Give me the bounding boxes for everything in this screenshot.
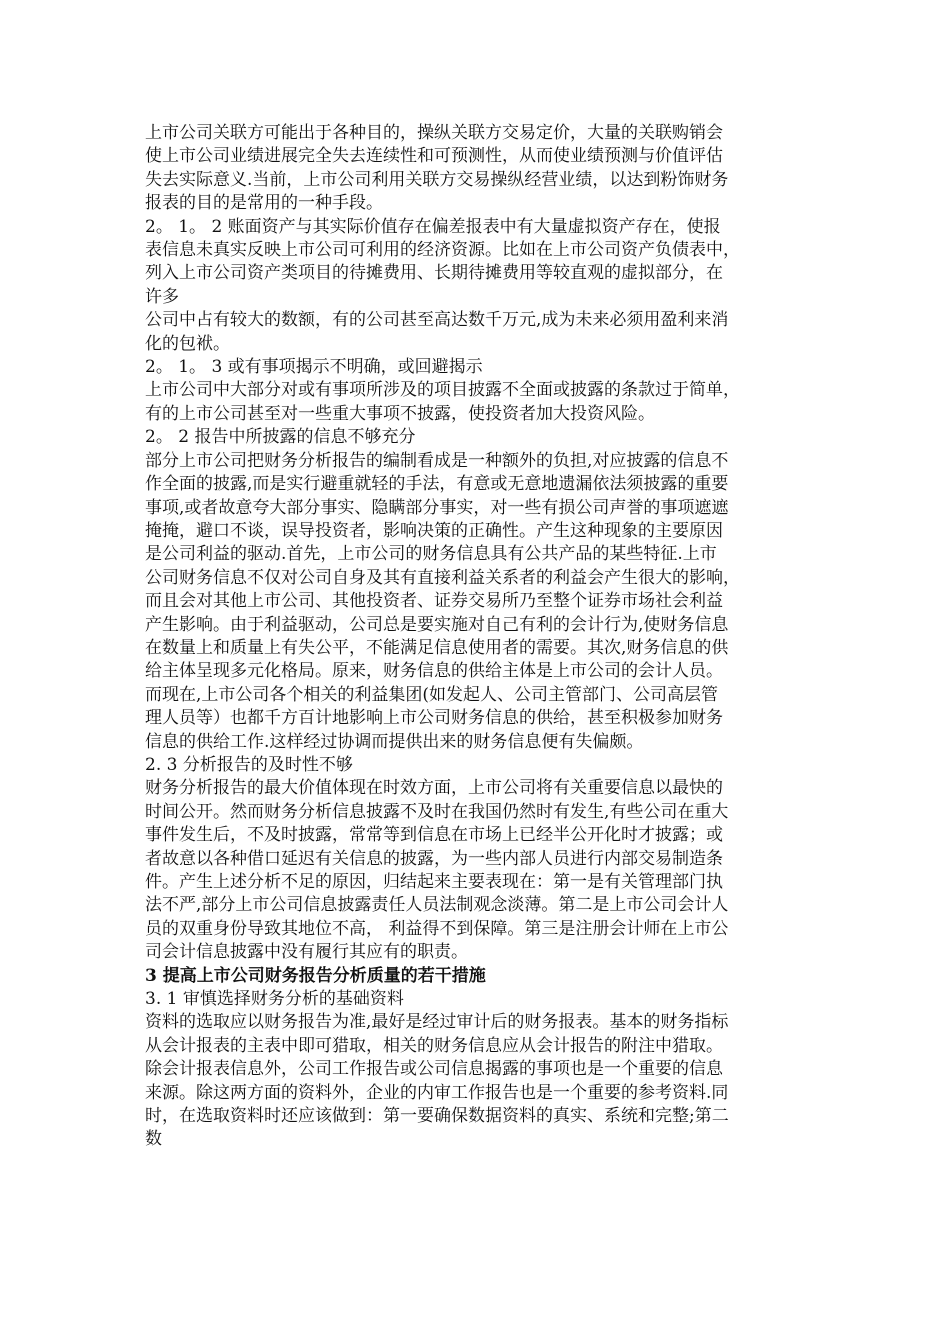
text-line: 事件发生后，不及时披露，常常等到信息在市场上已经半公开化时才披露；或 (145, 825, 723, 846)
text-line: 而现在,上市公司各个相关的利益集团(如发起人、公司主管部门、公司高层管 (145, 684, 719, 705)
text-line: 化的包袱。 (145, 333, 230, 354)
text-line: 2。 1。 2 账面资产与其实际价值存在偏差报表中有大量虚拟资产存在，使报 (145, 216, 721, 237)
text-line: 件。产生上述分析不足的原因，归结起来主要表现在：第一是有关管理部门执 (145, 872, 723, 892)
text-line: 资料的选取应以财务报告为准,最好是经过审计后的财务报表。基本的财务指标 (145, 1012, 729, 1033)
text-line: 给主体呈现多元化格局。原来，财务信息的供给主体是上市公司的会计人员。 (145, 661, 723, 682)
section-heading: 3 提高上市公司财务报告分析质量的若干措施 (145, 965, 486, 986)
text-line: 财务分析报告的最大价值体现在时效方面，上市公司将有关重要信息以最快的 (145, 778, 723, 799)
text-line: 来源。除这两方面的资料外，企业的内审工作报告也是一个重要的参考资料.同 (145, 1082, 729, 1103)
text-line: 事项,或者故意夸大部分事实、隐瞒部分事实，对一些有损公司声誉的事项遮遮 (145, 497, 729, 518)
text-line: 时间公开。然而财务分析信息披露不及时在我国仍然时有发生,有些公司在重大 (145, 801, 729, 822)
text-line: 失去实际意义.当前，上市公司利用关联方交易操纵经营业绩，以达到粉饰财务 (145, 169, 729, 190)
text-line: 表信息未真实反映上市公司可利用的经济资源。比如在上市公司资产负债表中， (145, 240, 740, 261)
text-line: 理人员等）也都千方百计地影响上市公司财务信息的供给，甚至积极参加财务 (145, 708, 723, 729)
text-line: 掩掩，避口不谈，误导投资者，影响决策的正确性。产生这种现象的主要原因 (145, 520, 723, 541)
text-line: 上市公司中大部分对或有事项所涉及的项目披露不全面或披露的条款过于简单， (145, 380, 740, 401)
text-line: 2. 3 分析报告的及时性不够 (145, 754, 353, 775)
text-line: 2。 2 报告中所披露的信息不够充分 (145, 427, 416, 448)
text-line: 者故意以各种借口延迟有关信息的披露，为一些内部人员进行内部交易制造条 (145, 848, 723, 869)
text-line: 3. 1 审慎选择财务分析的基础资料 (145, 989, 404, 1010)
text-line: 员的双重身份导致其地位不高， 利益得不到保障。第三是注册会计师在上市公 (145, 918, 729, 939)
document-page (145, 122, 810, 1152)
text-line: 公司财务信息不仅对公司自身及其有直接利益关系者的利益会产生很大的影响， (145, 567, 740, 588)
text-line: 上市公司关联方可能出于各种目的，操纵关联方交易定价，大量的关联购销会 (145, 123, 723, 143)
text-line: 除会计报表信息外，公司工作报告或公司信息揭露的事项也是一个重要的信息 (145, 1059, 723, 1080)
text-line: 数 (145, 1129, 162, 1150)
text-line: 从会计报表的主表中即可猎取，相关的财务信息应从会计报告的附注中猎取。 (145, 1035, 723, 1056)
text-line: 报表的目的是常用的一种手段。 (145, 193, 383, 214)
text-line: 部分上市公司把财务分析报告的编制看成是一种额外的负担,对应披露的信息不 (145, 450, 729, 471)
text-line: 许多 (145, 286, 179, 307)
text-line: 信息的供给工作.这样经过协调而提供出来的财务信息便有失偏颇。 (145, 731, 644, 752)
text-line: 产生影响。由于利益驱动，公司总是要实施对自己有利的会计行为,使财务信息 (145, 614, 729, 635)
text-line: 是公司利益的驱动.首先，上市公司的财务信息具有公共产品的某些特征.上市 (145, 544, 717, 565)
text-line: 使上市公司业绩进展完全失去连续性和可预测性，从而使业绩预测与价值评估 (145, 146, 723, 167)
text-line: 法不严,部分上市公司信息披露责任人员法制观念淡薄。第二是上市公司会计人 (145, 895, 729, 916)
text-line: 司会计信息披露中没有履行其应有的职责。 (145, 942, 468, 963)
text-line: 有的上市公司甚至对一些重大事项不披露，使投资者加大投资风险。 (145, 403, 655, 424)
text-line: 列入上市公司资产类项目的待摊费用、长期待摊费用等较直观的虚拟部分，在 (145, 263, 723, 284)
text-line: 而且会对其他上市公司、其他投资者、证券交易所乃至整个证券市场社会利益 (145, 591, 723, 612)
text-line: 2。 1。 3 或有事项揭示不明确，或回避揭示 (145, 357, 483, 378)
text-line: 时，在选取资料时还应该做到：第一要确保数据资料的真实、系统和完整;第二 (145, 1106, 729, 1127)
text-line: 在数量上和质量上有失公平，不能满足信息使用者的需要。其次,财务信息的供 (145, 637, 729, 658)
text-line: 公司中占有较大的数额，有的公司甚至高达数千万元,成为未来必须用盈利来消 (145, 310, 729, 331)
text-line: 作全面的披露,而是实行避重就轻的手法，有意或无意地遗漏依法须披露的重要 (145, 474, 729, 495)
